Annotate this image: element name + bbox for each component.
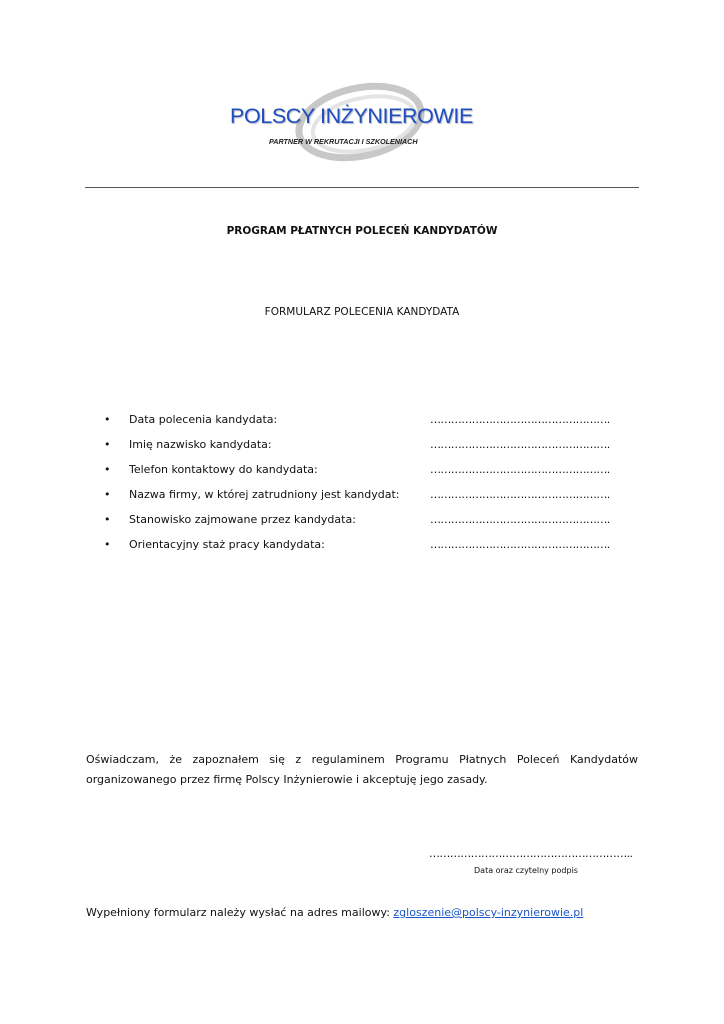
bullet: • <box>104 438 111 451</box>
header-divider <box>85 187 639 188</box>
list-item <box>104 538 624 563</box>
field-blank: ……………………………………………. <box>430 438 610 451</box>
bullet: • <box>104 538 111 551</box>
send-instructions <box>86 906 583 919</box>
candidate-fields-list <box>104 413 624 563</box>
email-link[interactable]: zgloszenie@polscy-inzynierowie.pl <box>393 906 584 919</box>
field-blank: ……………………………………………. <box>430 463 610 476</box>
bullet: • <box>104 413 111 426</box>
list-item <box>104 513 624 538</box>
company-logo <box>220 82 500 164</box>
form-title: FORMULARZ POLECENIA KANDYDATA <box>264 306 460 318</box>
field-label: Stanowisko zajmowane przez kandydata: <box>129 513 356 526</box>
logo-tagline: PARTNER W REKRUTACJI I SZKOLENIACH <box>269 137 418 146</box>
signature-label: Data oraz czytelny podpis <box>474 866 578 875</box>
logo-title: POLSCY INŻYNIEROWIE <box>230 104 473 128</box>
field-label: Nazwa firmy, w której zatrudniony jest kandydat: <box>129 488 400 501</box>
program-title: PROGRAM PŁATNYCH POLECEŃ KANDYDATÓW <box>226 225 498 237</box>
list-item <box>104 438 624 463</box>
field-label: Telefon kontaktowy do kandydata: <box>129 463 318 476</box>
bullet: • <box>104 463 111 476</box>
bullet: • <box>104 488 111 501</box>
bullet: • <box>104 513 111 526</box>
field-blank: ……………………………………………. <box>430 488 610 501</box>
field-label: Orientacyjny staż pracy kandydata: <box>129 538 325 551</box>
declaration-paragraph: Oświadczam, że zapoznałem się z regulaminem Programu Płatnych Poleceń Kandydatów organizowanego przez firmę Polscy Inżynierowie i akceptuję jego zasady. <box>86 753 638 786</box>
field-blank: ……………………………………………. <box>430 513 610 526</box>
send-text: Wypełniony formularz należy wysłać na adres mailowy: <box>86 906 394 919</box>
field-blank: ……………………………………………. <box>430 413 610 426</box>
signature-line: ………………………………………………….. <box>429 847 633 860</box>
field-blank: ……………………………………………. <box>430 538 610 551</box>
field-label: Imię nazwisko kandydata: <box>129 438 272 451</box>
list-item <box>104 463 624 488</box>
list-item <box>104 488 624 513</box>
field-label: Data polecenia kandydata: <box>129 413 278 426</box>
list-item <box>104 413 624 438</box>
